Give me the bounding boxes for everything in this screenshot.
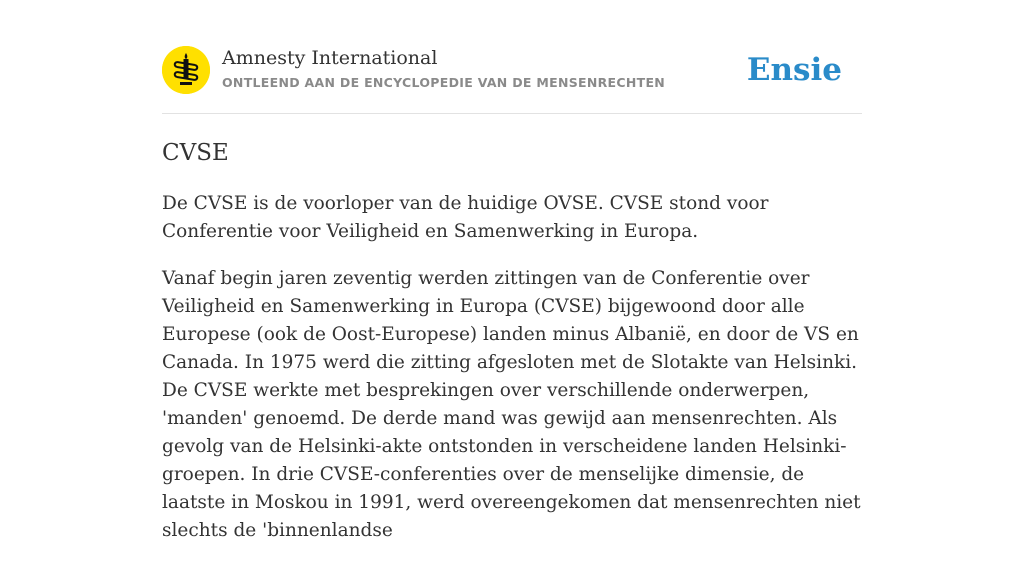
article-paragraph: Vanaf begin jaren zeventig werden zittingen van de Conferentie over Veiligheid en Samenwerking in Europa (CVSE) bijgewoond door alle Europese (ook de Oost-Europese) landen minus Albanië, en door de VS en Canada. In 1975 werd die zitting afgesloten met de Slotakte van Helsinki. De CVSE werkte met besprekingen over verschillende onderwerpen, 'manden' genoemd. De derde mand was gewijd aan mensenrechten. Als gevolg van de Helsinki-akte ontstonden in verscheidene landen Helsinki-groepen. In drie CVSE-conferenties over de menselijke dimensie, de laatste in Moskou in 1991, werd overeengekomen dat mensenrechten niet slechts de 'binnenlandse <box>162 268 861 541</box>
article-title: CVSE <box>162 140 229 166</box>
header-divider <box>162 113 862 114</box>
brand-subtitle: ONTLEEND AAN DE ENCYCLOPEDIE VAN DE MENSENRECHTEN <box>222 75 666 90</box>
amnesty-candle-icon[interactable] <box>162 46 210 94</box>
brand-name[interactable]: Amnesty International <box>222 47 438 69</box>
site-header <box>162 46 862 96</box>
article-body <box>162 190 862 564</box>
site-logo-ensie[interactable]: Ensie <box>746 52 842 88</box>
article-paragraph: De CVSE is de voorloper van de huidige OVSE. CVSE stond voor Conferentie voor Veiligheid en Samenwerking in Europa. <box>162 193 769 242</box>
